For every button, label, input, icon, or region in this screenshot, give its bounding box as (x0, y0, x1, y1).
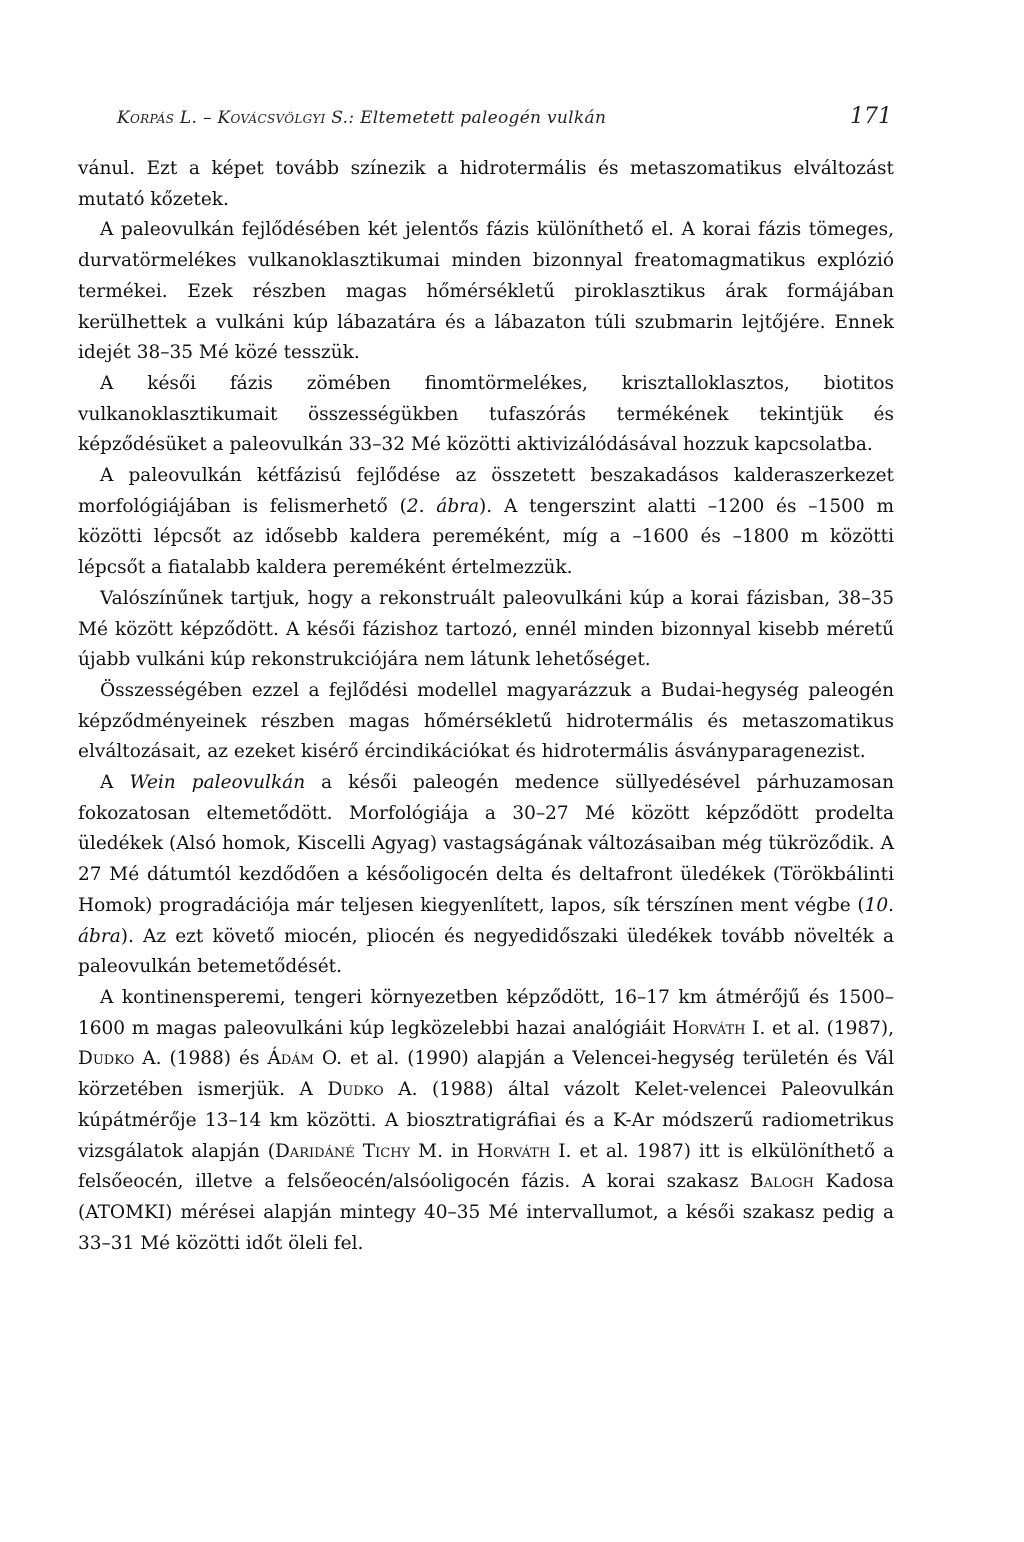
author-name: Balogh (750, 1171, 814, 1193)
paragraph-caldera: A paleovulkán kétfázisú fejlődése az összetett beszakadásos kalderaszerkezet morfológiájában is felismerhető (2. ábra). A tengerszint alatti –1200 és –1500 m közötti lépcsőt az idősebb kaldera pereméként, míg a –1600 és –1800 m közötti lépcsőt a fiatalabb kaldera pereméként értelmezzük. (78, 465, 894, 579)
author-separator: – (197, 108, 218, 128)
author-name: Horváth (476, 1140, 551, 1162)
paragraph-phases: A paleovulkán fejlődésében két jelentős fázis különíthető el. A korai fázis tömeges, durvatörmelékes vulkanoklasztikumai minden bizonnyal freatomagmatikus explózió termékei. Ezek részben magas hőmérsékletű piroklasztikus árak formájában kerülhettek a vulkáni kúp lábazatára és a lábazaton túli szubmarin lejtőjére. Ennek idejét 38–35 Mé közé tesszük. (78, 219, 894, 364)
figure-reference: 2. ábra (406, 495, 480, 517)
article-body (78, 154, 894, 1259)
author-name: Ádám (267, 1048, 314, 1070)
page-number: 171 (850, 104, 892, 129)
paragraph-burial: A Wein paleovulkán a késői paleogén medence süllyedésével párhuzamosan fokozatosan eltemetődött. Morfológiája a 30–27 Mé között képződött prodelta üledékek (Alsó homok, Kiscelli Agyag) vastagságának változásaiban még tükröződik. A 27 Mé dátumtól kezdődően a későoligocén delta és deltafront üledékek (Törökbálinti Homok) progradációja már teljesen kiegyenlített, lapos, sík térszínen ment végbe (10. ábra). Az ezt követő miocén, pliocén és negyedidőszaki üledékek tovább növelték a paleovulkán betemetődését. (78, 772, 894, 978)
paragraph-reconstruction: Valószínűnek tartjuk, hogy a rekonstruált paleovulkáni kúp a korai fázisban, 38–35 Mé között képződött. A késői fázishoz tartozó, ennél minden bizonnyal kisebb méretű újabb vulkáni kúp rekonstrukciójára nem látunk lehetőséget. (78, 587, 894, 671)
volcano-name: Wein paleovulkán (129, 772, 306, 794)
author-name: Daridáné Tichy (274, 1140, 411, 1162)
author-1: Korpás L. (117, 108, 198, 128)
author-2: Kovácsvölgyi S. (217, 108, 349, 128)
figure-reference: 10. ábra (78, 894, 894, 947)
author-name: Horváth (672, 1017, 746, 1039)
paragraph-model: Összességében ezzel a fejlődési modellel magyarázzuk a Budai-hegység paleogén képződményeinek részben magas hőmérsékletű hidrotermális és metaszomatikus elváltozásait, az ezeket kisérő ércindikációkat és hidrotermális ásványparagenezist. (78, 679, 894, 763)
author-name: Dudko (327, 1079, 384, 1101)
running-header (117, 104, 892, 134)
paragraph-analogues: A kontinensperemi, tengeri környezetben képződött, 16–17 km átmérőjű és 1500–1600 m magas paleovulkáni kúp legközelebbi hazai analógiáit Horváth I. et al. (1987), Dudko A. (1988) és Ádám O. et al. (1990) alapján a Velencei-hegység területén és Vál körzetében ismerjük. A Dudko A. (1988) által vázolt Kelet-velencei Paleovulkán kúpátmérője 13–14 km közötti. A biosztratigráfiai és a K-Ar módszerű radiometrikus vizsgálatok alapján (Daridáné Tichy M. in Horváth I. et al. 1987) itt is elkülöníthető a felsőeocén, illetve a felsőeocén/alsóoligocén fázis. A korai szakasz Balogh Kadosa (ATOMKI) mérései alapján mintegy 40–35 Mé intervallumot, a késői szakasz pedig a 33–31 Mé közötti időt öleli fel. (78, 986, 895, 1254)
paragraph-late-phase: A késői fázis zömében finomtörmelékes, krisztalloklasztos, biotitos vulkanoklasztikumait összességükben tufaszórás termékének tekintjük és képződésüket a paleovulkán 33–32 Mé közötti aktivizálódásával hozzuk kapcsolatba. (78, 372, 894, 456)
paragraph-continued: vánul. Ezt a képet tovább színezik a hidrotermális és metaszomatikus elváltozást mutató kőzetek. (78, 158, 894, 210)
article-title: : Eltemetett paleogén vulkán (348, 108, 607, 128)
running-title (117, 108, 606, 128)
author-name: Dudko (78, 1048, 135, 1070)
